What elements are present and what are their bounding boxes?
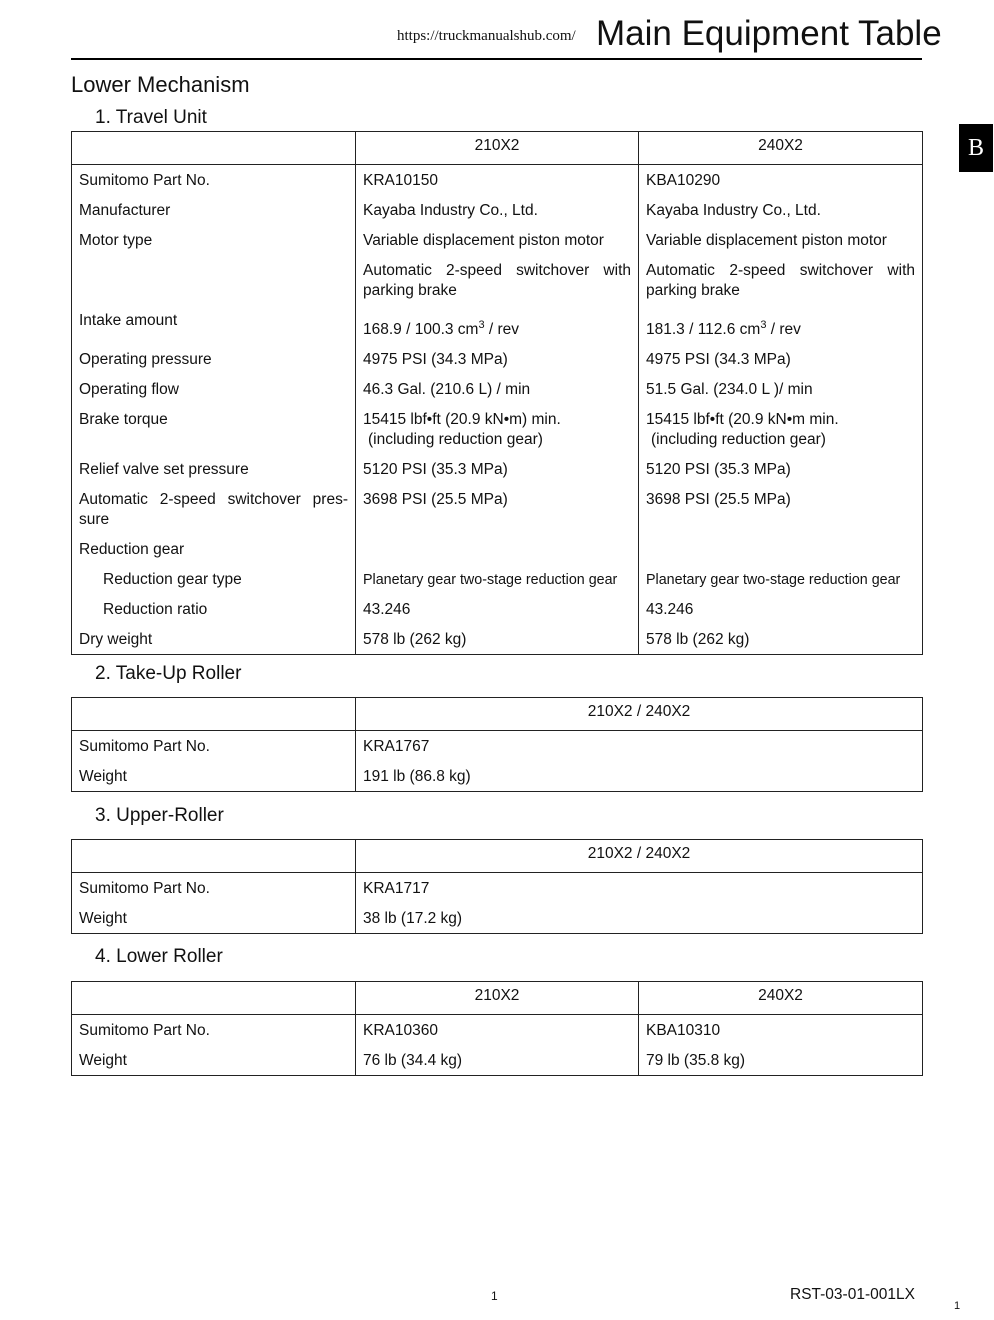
cell: Kayaba Industry Co., Ltd.	[356, 195, 639, 225]
row-label: Relief valve set pressure	[72, 454, 356, 484]
header-rule	[71, 58, 922, 60]
cell: 43.246	[356, 594, 639, 624]
cell: KRA10150	[356, 165, 639, 196]
table-header-row	[72, 132, 923, 165]
row-label: Intake amount	[72, 305, 356, 344]
table-row	[72, 195, 923, 225]
travel-unit-table	[71, 131, 923, 655]
cell: Planetary gear two-stage reduction gear	[639, 564, 923, 594]
cell: Automatic 2-speed switchover with parking brake	[356, 255, 639, 305]
upper-roller-heading: 3. Upper-Roller	[95, 805, 224, 826]
travel-unit-heading: 1. Travel Unit	[95, 107, 207, 128]
cell	[356, 534, 639, 564]
row-label: Reduction gear	[72, 534, 356, 564]
label-line: Automatic 2-speed switchover pres-	[79, 491, 348, 509]
table-row	[72, 903, 923, 934]
table-row	[72, 454, 923, 484]
cell: KRA1717	[356, 873, 923, 904]
cell: KBA10310	[639, 1015, 923, 1046]
cell: 191 lb (86.8 kg)	[356, 761, 923, 792]
row-label: Sumitomo Part No.	[72, 1015, 356, 1046]
brake-value: 15415 lbf•ft (20.9 kN•m) min.	[363, 411, 561, 429]
lower-roller-heading: 4. Lower Roller	[95, 946, 223, 967]
cell: 76 lb (34.4 kg)	[356, 1045, 639, 1076]
table-row	[72, 564, 923, 594]
take-up-roller-heading: 2. Take-Up Roller	[95, 663, 242, 684]
row-label: Manufacturer	[72, 195, 356, 225]
header-cell: 210X2	[356, 982, 639, 1015]
table-row	[72, 374, 923, 404]
intake-value: 181.3 / 112.6 cm	[646, 321, 761, 339]
cell: 578 lb (262 kg)	[356, 624, 639, 655]
page-number: 1	[491, 1289, 498, 1303]
table-row	[72, 731, 923, 762]
header-cell	[72, 982, 356, 1015]
label-line: sure	[79, 511, 110, 529]
lower-roller-table	[71, 981, 923, 1076]
table-row	[72, 594, 923, 624]
cell: 3698 PSI (25.5 MPa)	[639, 484, 923, 534]
upper-roller-table	[71, 839, 923, 934]
section-tab-b: B	[959, 124, 993, 172]
header-cell: 240X2	[639, 982, 923, 1015]
row-label: Operating flow	[72, 374, 356, 404]
row-label: Sumitomo Part No.	[72, 165, 356, 196]
cell: Variable displacement piston motor	[639, 225, 923, 255]
document-code: RST-03-01-001LX	[790, 1286, 915, 1303]
cell: 46.3 Gal. (210.6 L) / min	[356, 374, 639, 404]
cell: 43.246	[639, 594, 923, 624]
cell: 4975 PSI (34.3 MPa)	[356, 344, 639, 374]
table-row	[72, 255, 923, 305]
table-row	[72, 873, 923, 904]
cell: Kayaba Industry Co., Ltd.	[639, 195, 923, 225]
cell: 5120 PSI (35.3 MPa)	[356, 454, 639, 484]
cell	[639, 534, 923, 564]
cell: 79 lb (35.8 kg)	[639, 1045, 923, 1076]
row-label: Weight	[72, 761, 356, 792]
header-url[interactable]: https://truckmanualshub.com/	[397, 28, 576, 44]
header-cell	[72, 132, 356, 165]
table-row	[72, 165, 923, 196]
table-header-row	[72, 982, 923, 1015]
row-label	[72, 484, 356, 534]
cell	[356, 404, 639, 454]
cell: KBA10290	[639, 165, 923, 196]
brake-value: 15415 lbf•ft (20.9 kN•m min.	[646, 411, 839, 429]
cell: 5120 PSI (35.3 MPa)	[639, 454, 923, 484]
unit: / rev	[766, 321, 801, 339]
cell	[639, 305, 923, 344]
row-label: Dry weight	[72, 624, 356, 655]
row-label: Sumitomo Part No.	[72, 873, 356, 904]
cell	[356, 305, 639, 344]
superscript: 3	[760, 319, 767, 331]
cell: 578 lb (262 kg)	[639, 624, 923, 655]
header-cell: 210X2 / 240X2	[356, 840, 923, 873]
unit: / rev	[484, 321, 520, 339]
row-label: Reduction ratio	[72, 594, 356, 624]
table-row	[72, 305, 923, 344]
row-label: Weight	[72, 903, 356, 934]
intake-value: 168.9 / 100.3 cm	[363, 321, 479, 339]
header-cell: 240X2	[639, 132, 923, 165]
cell: KRA10360	[356, 1015, 639, 1046]
table-row	[72, 1015, 923, 1046]
row-label: Weight	[72, 1045, 356, 1076]
corner-page-number: 1	[954, 1300, 961, 1312]
section-title: Lower Mechanism	[71, 72, 250, 97]
row-label: Operating pressure	[72, 344, 356, 374]
header-cell: 210X2 / 240X2	[356, 698, 923, 731]
row-label: Motor type	[72, 225, 356, 255]
cell: 3698 PSI (25.5 MPa)	[356, 484, 639, 534]
take-up-roller-table	[71, 697, 923, 792]
header-cell	[72, 698, 356, 731]
cell: 4975 PSI (34.3 MPa)	[639, 344, 923, 374]
superscript: 3	[478, 319, 485, 331]
row-label	[72, 255, 356, 305]
cell: Planetary gear two-stage reduction gear	[356, 564, 639, 594]
table-header-row	[72, 698, 923, 731]
row-label: Sumitomo Part No.	[72, 731, 356, 762]
table-row	[72, 484, 923, 534]
cell: Automatic 2-speed switchover with parking brake	[639, 255, 923, 305]
header-cell	[72, 840, 356, 873]
page-title: Main Equipment Table	[596, 14, 942, 53]
table-row	[72, 761, 923, 792]
cell: 38 lb (17.2 kg)	[356, 903, 923, 934]
table-row	[72, 624, 923, 655]
table-row	[72, 344, 923, 374]
row-label: Reduction gear type	[72, 564, 356, 594]
brake-note: (including reduction gear)	[651, 431, 826, 449]
table-row	[72, 534, 923, 564]
cell	[639, 404, 923, 454]
row-label: Brake torque	[72, 404, 356, 454]
table-row	[72, 1045, 923, 1076]
table-row	[72, 225, 923, 255]
cell: KRA1767	[356, 731, 923, 762]
brake-note: (including reduction gear)	[368, 431, 543, 449]
cell: 51.5 Gal. (234.0 L )/ min	[639, 374, 923, 404]
table-header-row	[72, 840, 923, 873]
table-row	[72, 404, 923, 454]
cell: Variable displacement piston motor	[356, 225, 639, 255]
header-cell: 210X2	[356, 132, 639, 165]
